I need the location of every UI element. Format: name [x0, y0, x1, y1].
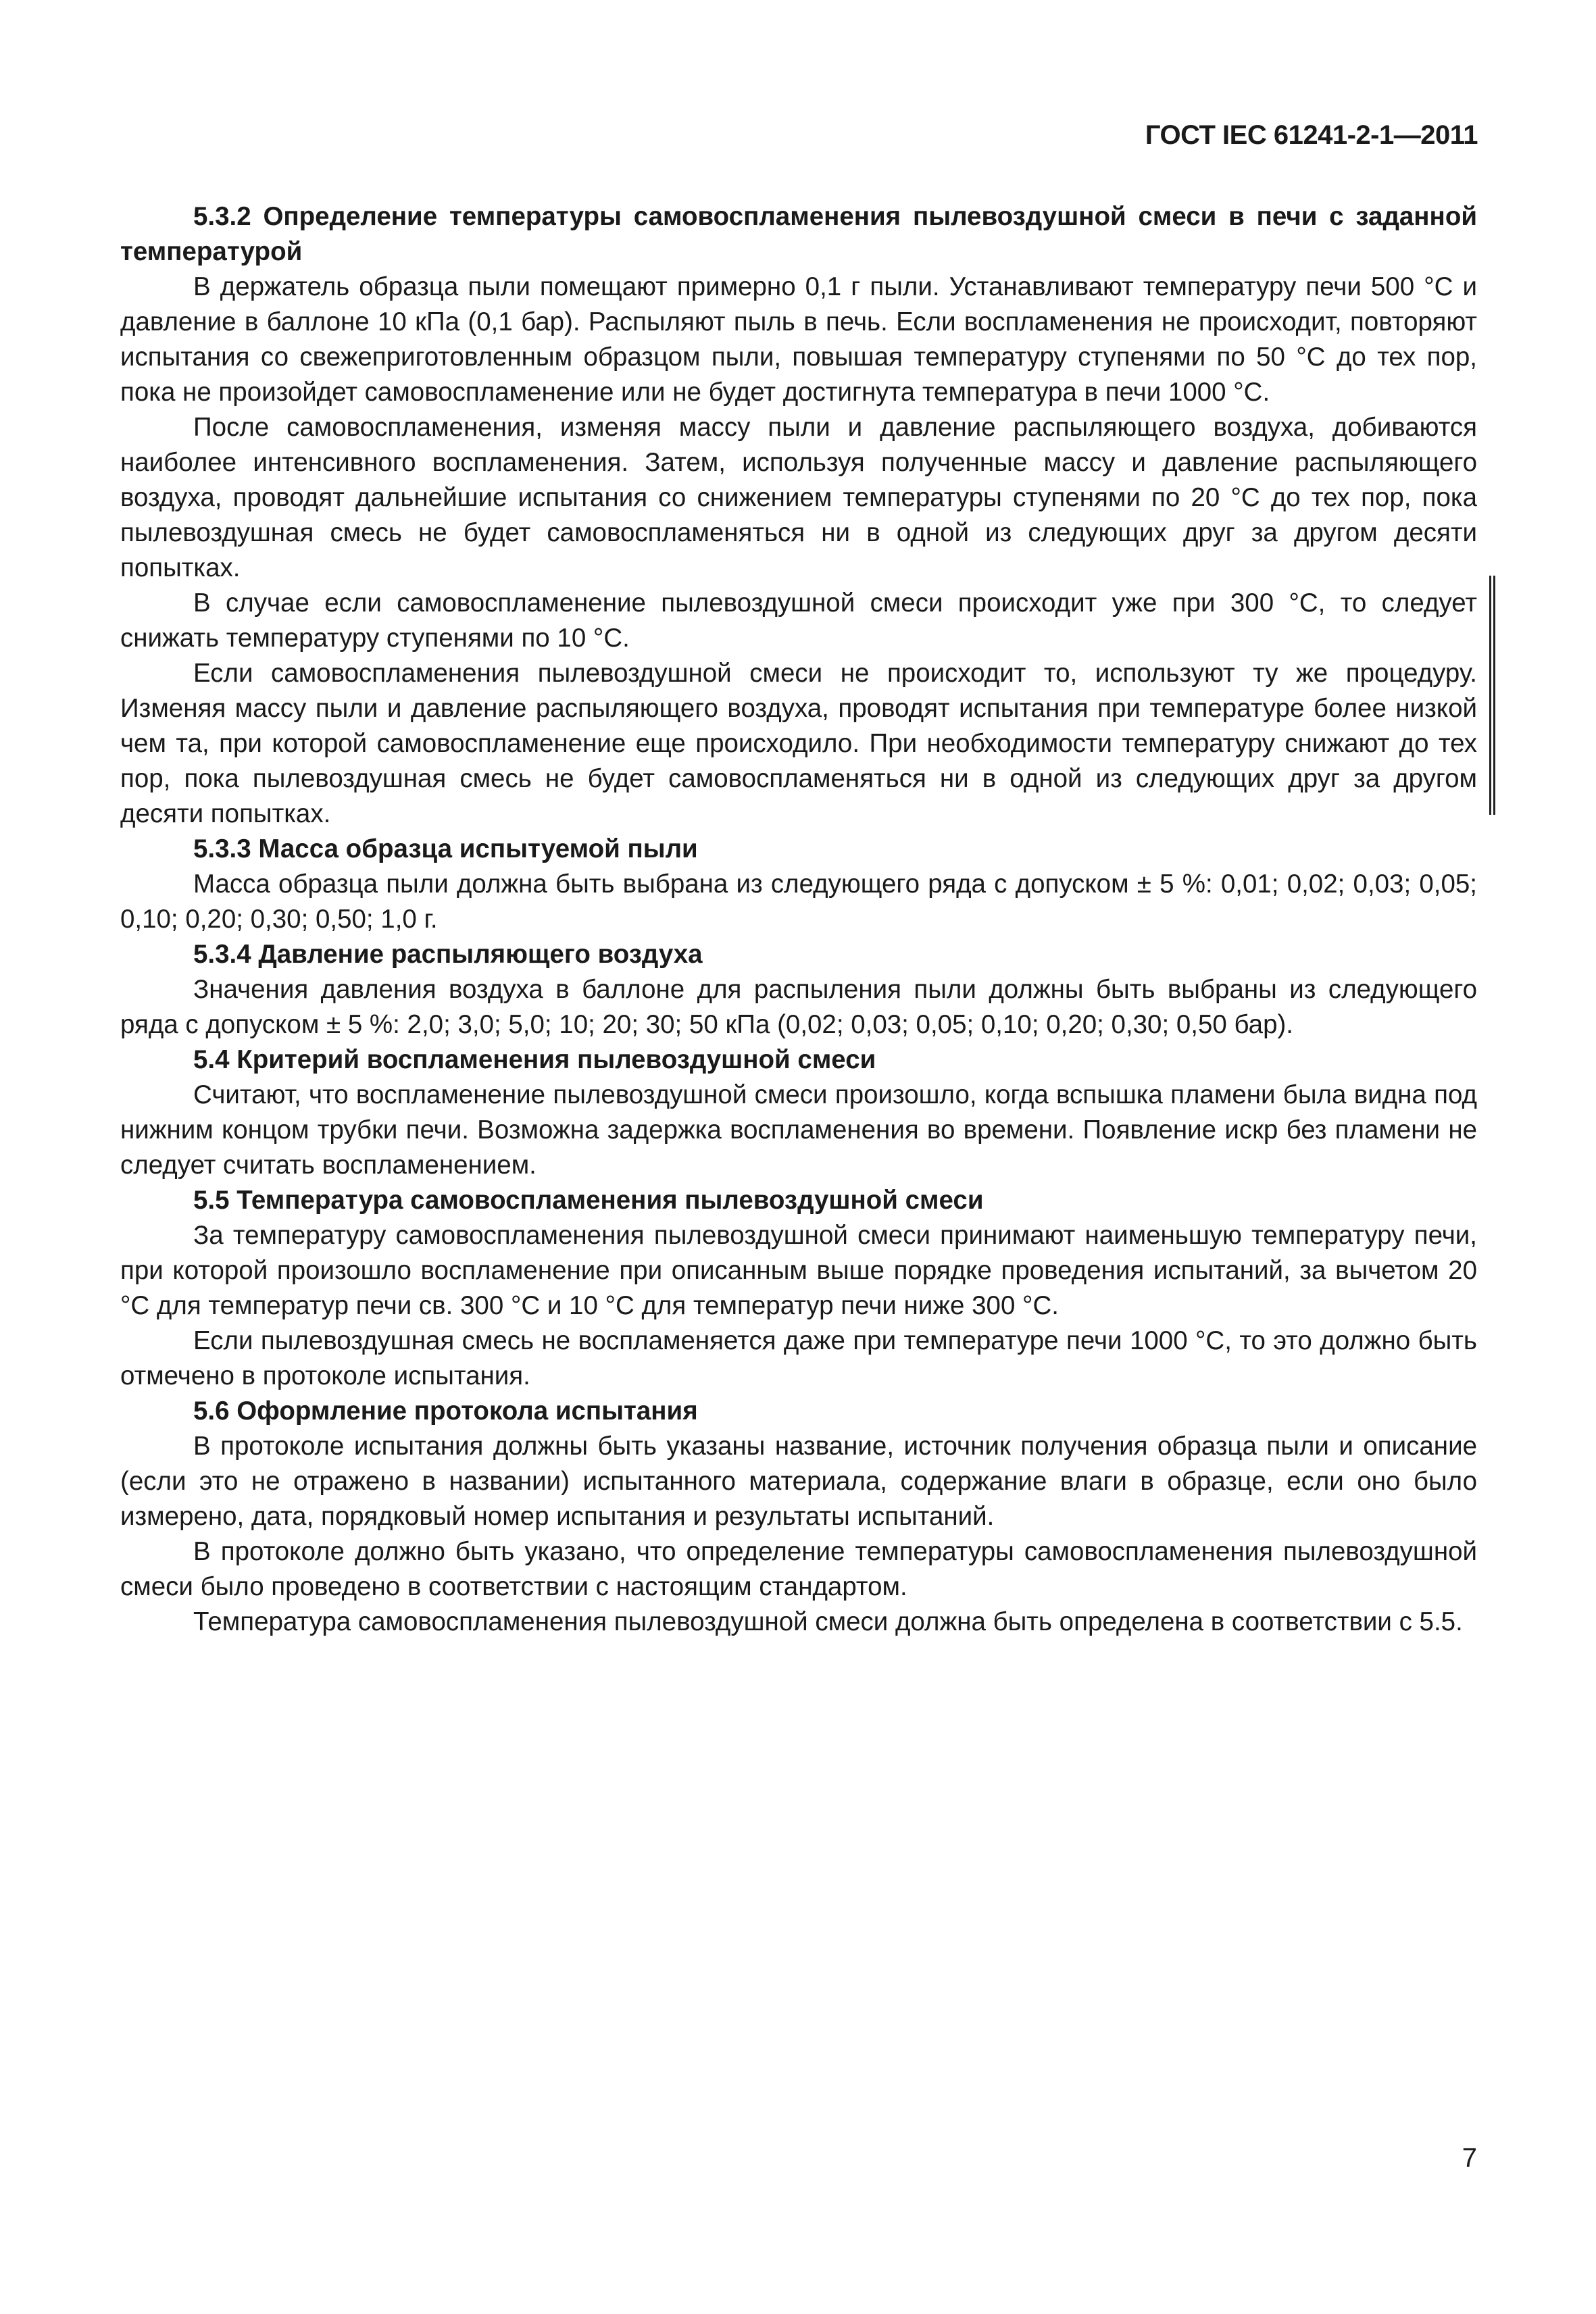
section-heading: 5.6 Оформление протокола испытания: [193, 1397, 698, 1426]
section-heading: 5.3.4 Давление распыляющего воздуха: [193, 940, 703, 969]
revision-change-bar: [1489, 576, 1495, 815]
paragraph: За температуру самовоспламенения пылевоздушной смеси принимают наименьшую температуру печи, при которой произошло воспламенение при описанным выше порядке проведения испытаний, за вычетом 20 °С для температур печи св. 300 °С и 10 °С для температур печи ниже 300 °С.: [120, 1221, 1477, 1320]
document-body: [120, 199, 1477, 1640]
paragraph: В протоколе испытания должны быть указаны название, источник получения образца пыли и описание (если это не отражено в названии) испытанного материала, содержание влаги в образце, если оно было измерено, дата, порядковый номер испытания и результаты испытаний.: [120, 1432, 1477, 1531]
paragraph: В случае если самовоспламенение пылевоздушной смеси происходит уже при 300 °С, то следует снижать температуру ступенями по 10 °С.: [120, 588, 1477, 653]
paragraph: В держатель образца пыли помещают примерно 0,1 г пыли. Устанавливают температуру печи 500 °С и давление в баллоне 10 кПа (0,1 бар). Распыляют пыль в печь. Если воспламенения не происходит, повторяют испытания со свежеприготовленным образцом пыли, повышая температуру ступенями по 50 °С до тех пор, пока не произойдет самовоспламенение или не будет достигнута температура в печи 1000 °С.: [120, 272, 1477, 407]
paragraph: Если самовоспламенения пылевоздушной смеси не происходит то, используют ту же процедуру. Изменяя массу пыли и давление распыляющего воздуха, проводят испытания при температуре более низкой чем та, при которой самовоспламенение еще происходило. При необходимости температуру снижают до тех пор, пока пылевоздушная смесь не будет самовоспламеняться ни в одной из следующих друг за другом десяти попытках.: [120, 659, 1477, 828]
page-number: 7: [1462, 2143, 1477, 2173]
paragraph: Значения давления воздуха в баллоне для распыления пыли должны быть выбраны из следующего ряда с допуском ± 5 %: 2,0; 3,0; 5,0; 10; 20; 30; 50 кПа (0,02; 0,03; 0,05; 0,10; 0,20; 0,30; 0,50 бар).: [120, 975, 1477, 1039]
paragraph: Если пылевоздушная смесь не воспламеняется даже при температуре печи 1000 °С, то это должно быть отмечено в протоколе испытания.: [120, 1326, 1477, 1390]
paragraph: В протоколе должно быть указано, что определение температуры самовоспламенения пылевоздушной смеси было проведено в соответствии с настоящим стандартом.: [120, 1537, 1477, 1601]
paragraph: Считают, что воспламенение пылевоздушной смеси произошло, когда вспышка пламени была видна под нижним концом трубки печи. Возможна задержка воспламенения во времени. Появление искр без пламени не следует считать воспламенением.: [120, 1080, 1477, 1180]
paragraph: Масса образца пыли должна быть выбрана из следующего ряда с допуском ± 5 %: 0,01; 0,02; 0,03; 0,05; 0,10; 0,20; 0,30; 0,50; 1,0 г.: [120, 870, 1477, 934]
document-header: ГОСТ IEC 61241-2-1—2011: [1145, 120, 1478, 150]
paragraph: После самовоспламенения, изменяя массу пыли и давление распыляющего воздуха, добиваются наиболее интенсивного воспламенения. Затем, используя полученные массу и давление распыляющего воздуха, проводят дальнейшие испытания со снижением температуры ступенями по 20 °С до тех пор, пока пылевоздушная смесь не будет самовоспламеняться ни в одной из следующих друг за другом десяти попытках.: [120, 413, 1477, 582]
paragraph: Температура самовоспламенения пылевоздушной смеси должна быть определена в соответствии с 5.5.: [193, 1607, 1463, 1636]
section-heading: 5.4 Критерий воспламенения пылевоздушной смеси: [193, 1045, 876, 1074]
section-heading: 5.3.3 Масса образца испытуемой пыли: [193, 834, 698, 863]
section-heading: 5.5 Температура самовоспламенения пылевоздушной смеси: [193, 1186, 984, 1215]
section-heading: 5.3.2 Определение температуры самовоспламенения пылевоздушной смеси в печи с заданной температурой: [120, 202, 1477, 266]
